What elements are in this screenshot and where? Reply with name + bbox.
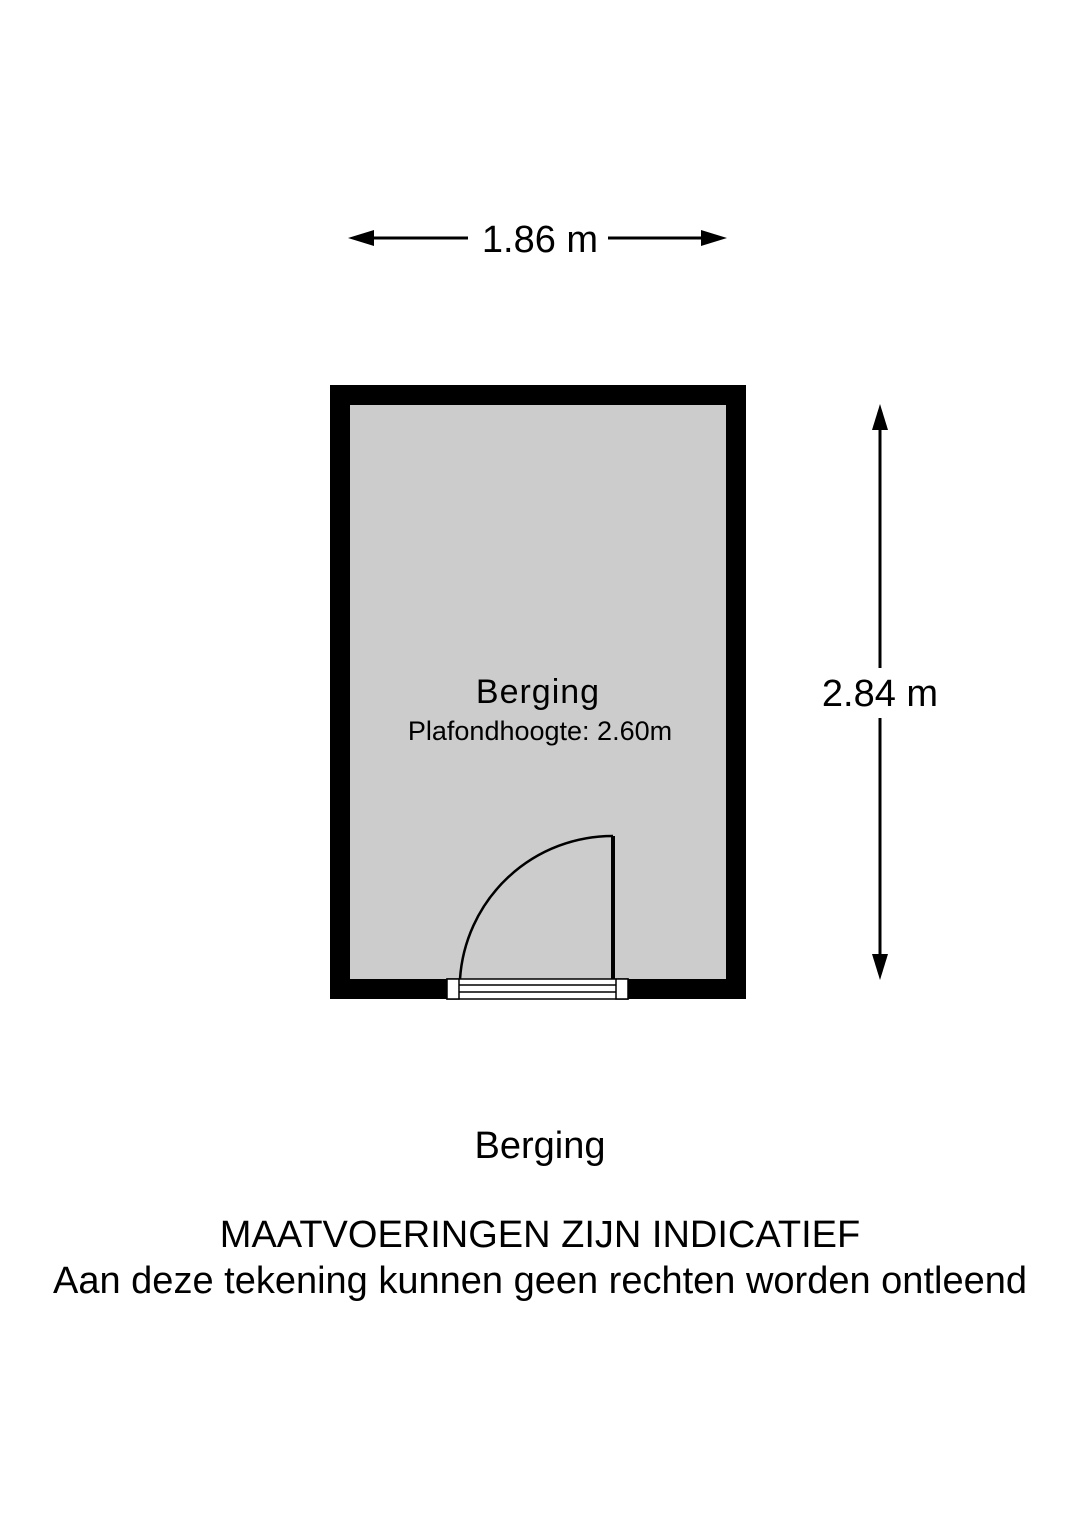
ceiling-height-label: Plafondhoogte: 2.60m (407, 716, 673, 746)
disclaimer-heading: MAATVOERINGEN ZIJN INDICATIEF (219, 1214, 861, 1256)
room-name-label: Berging (475, 673, 601, 711)
disclaimer-text: Aan deze tekening kunnen geen rechten worden ontleend (53, 1260, 1027, 1302)
floor-title: Berging (474, 1125, 606, 1167)
width-dimension-label: 1.86 m (481, 219, 599, 261)
door-threshold (447, 979, 628, 999)
height-dimension-label: 2.84 m (821, 673, 939, 715)
